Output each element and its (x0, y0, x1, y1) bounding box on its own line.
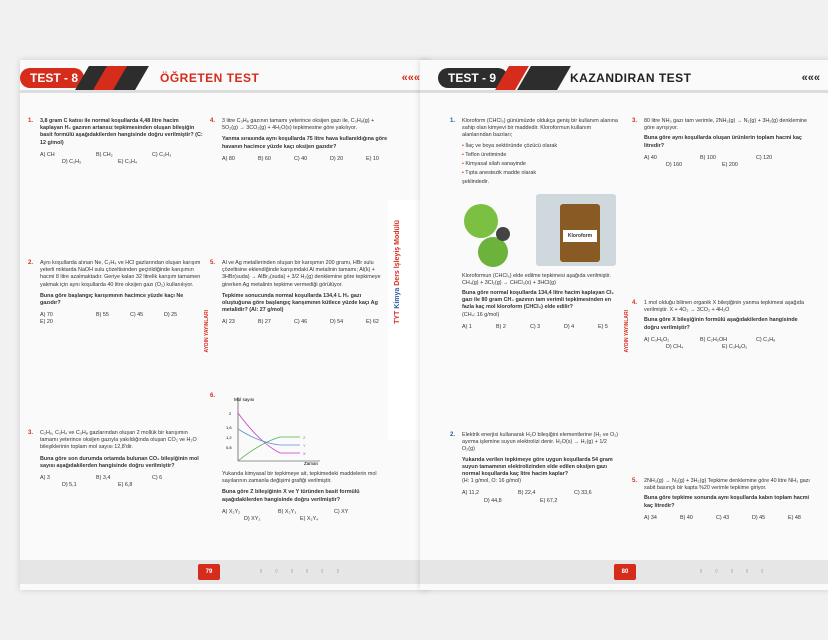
option-d[interactable]: D) 160 (666, 162, 683, 169)
page-title: KAZANDIRAN TEST (570, 71, 692, 85)
option-c[interactable]: C) 6 (152, 475, 163, 482)
option-e[interactable]: E) 200 (722, 162, 738, 169)
right-page (420, 60, 828, 590)
option-d[interactable]: D) 20 (330, 155, 344, 162)
test-label: TEST - 9 (438, 68, 508, 88)
spine-text: AYDIN YAYINLARI (624, 310, 630, 353)
option-d[interactable]: D) 4 (564, 323, 575, 330)
option-c[interactable]: C) XY (334, 508, 349, 515)
answer-options (462, 324, 620, 331)
question-3: 3. C₂H₆, C₂H₄ ve C₃H₈ gazlarından oluşan 2 mollük bir karışımın tamamı yeterince oksijen gazıyla yakıldığında oluşan CO₂ ve H₂O bileşiklerinin toplam mol sayısı 12,8'dir. Buna göre son durumda ortamda bulunan CO₂ bileşiğinin mol sayısı aşağıdakilerden hangisinde doğru verilmiştir? A) 3 B) 3,4 C) 6 D) 5,1 E) 6,8 (28, 430, 203, 489)
option-a[interactable]: A) C₃H₆O₂ (644, 336, 670, 343)
answer-options (644, 337, 812, 351)
lab-photo: Kloroform (536, 194, 616, 266)
option-e[interactable]: E) 10 (366, 155, 379, 162)
svg-text:1,6: 1,6 (226, 425, 232, 430)
mol-time-graph (220, 393, 330, 468)
question-4: 4. 3 litre C₃H₈ gazının tamamı yeterince oksijen gazı ile, C₃H₈(g) + 5O₂(g) → 3CO₂(g) + 4H₂O(s) tepkimesine göre yakılıyor. Yanma sırasında aynı koşullarda 75 litre hava kullanıldığına göre havanın hacimce yüzde kaçı oksijen gazıdır? A) 80 B) 60 C) 40 D) 20 E) 10 (210, 118, 390, 163)
question-2: 2. Elektrik enerjisi kullanarak H₂O bileşiğini elementlerine (H₂ ve O₂) ayırma işlemine suyun elektrolizi denir. H₂O(s) → H₂(g) + 1/2 O₂(g) Yukarıda verilen tepkimeye göre uygun koşullarda 54 gram suyun tamamının elektrolizinden elde edilen oksijen gazı normal koşullarda kaç litre hacim kaplar? (H: 1 g/mol, O: 16 g/mol) A) 11,2 B) 22,4 C) 33,6 D) 44,8 E) 67,2 (450, 432, 619, 504)
answer-options (462, 490, 620, 504)
option-e[interactable]: E) 6,8 (118, 482, 133, 489)
option-c[interactable]: C) C₂H₃ (152, 151, 172, 158)
page-number: 79 (198, 564, 220, 580)
arrows-icon: ««« (801, 72, 820, 84)
option-a[interactable]: A) 23 (222, 319, 235, 326)
option-a[interactable]: A) 1 (462, 323, 472, 330)
page-number: 80 (614, 564, 636, 580)
option-c[interactable]: C) 40 (294, 155, 308, 162)
question-5: 5. 2NH₃(g) → N₂(g) + 3H₂(g) Tepkime denklemine göre 40 litre NH₃ gazı sabit basınçlı bir kapta %20 verimle tepkime giriyor. Buna göre tepkime sonunda aynı koşullarda kabın toplam hacmi kaç litredir? A) 34 B) 40 C) 43 D) 45 E) 48 (632, 478, 812, 522)
header-rule (420, 90, 828, 93)
option-b[interactable]: B) 100 (700, 154, 716, 161)
option-c[interactable]: C) 45 (130, 312, 144, 319)
answer-options (222, 319, 390, 326)
answer-options (222, 156, 390, 163)
option-b[interactable]: B) X₂Y₃ (278, 508, 297, 515)
option-d[interactable]: D) 54 (330, 319, 344, 326)
test-label: TEST - 8 (20, 68, 84, 88)
svg-text:0,8: 0,8 (226, 445, 232, 450)
svg-text:1,2: 1,2 (226, 435, 232, 440)
option-d[interactable]: D) 5,1 (62, 482, 77, 489)
spine-text: AYDIN YAYINLARI (204, 310, 210, 353)
option-e[interactable]: E) 20 (40, 319, 53, 326)
option-c[interactable]: C) 3 (530, 323, 541, 330)
gutter-label-left: TYT Kimya Ders İşleyiş Modülü (394, 220, 401, 324)
option-a[interactable]: A) 70 (40, 312, 53, 319)
option-b[interactable]: B) CH₂ (96, 151, 113, 158)
option-c[interactable]: C) 33,6 (574, 490, 592, 497)
left-page (20, 60, 430, 590)
svg-text:Z: Z (303, 435, 306, 440)
option-e[interactable]: E) 5 (598, 323, 608, 330)
question-4: 4. 1 mol olduğu bilinen organik X bileşiğinin yanma tepkimesi aşağıda verilmiştir. X + 4O₂ → 3CO₂ + 4H₂O Buna göre X bileşiğinin formülü aşağıdakilerden hangisinde doğru verilmiştir? A) C₃H₆O₂ B) C₂H₅OH C) C₃H₈ D) CH₄ E) C₃H₈O₂ (632, 300, 812, 351)
y-axis-label: Mol sayısı (234, 397, 255, 402)
option-b[interactable]: B) 40 (680, 514, 693, 521)
x-axis-label: Zaman (304, 461, 319, 466)
answer-options (40, 152, 203, 166)
question-1: 1. Kloroform (CHCl₃) günümüzde oldukça geniş bir kullanım alanına sahip olan kimyevi bir maddedir. Kloroformun kullanım alanlarından bazıları; • İlaç ve boya sektöründe çözücü olarak • Teflon üretiminde • Kimyasal silah sanayinde • Tıpta anestezik madde olarak şeklindedir. Kloroform Kloroformun (CHCl₃) elde edilme tepkimesi aşağıda verilmiştir. CH₄(g) + 3Cl₂(g) → CHCl₃(s) + 3HCl(g) Buna göre normal koşullarda 134,4 litre hacim kaplayan Cl₂ gazı ile 80 gram CH₄ gazının tam verimli tepkimesinden en fazla kaç mol kloroform (CHCl₃) elde edilir? (CH₄: 16 g/mol) A) 1 B) 2 C) 3 D) 4 E) 5 (450, 118, 620, 331)
option-a[interactable]: A) 40 (644, 154, 657, 161)
answer-options (644, 515, 812, 522)
svg-text:2: 2 (229, 411, 232, 416)
question-5: 5. Al ve Ag metallerinden oluşan bir karışımın 200 gramı, HBr sulu çözeltisine eklendiğinde karışımdaki Al metalinin tamamı; Al(k) + 3HBr(suda) → AlBr₃(suda) + 3/2 H₂(g) denklemine göre tepkimeye girerken Ag metalinin tepkime vermediği görülüyor. Tepkime sonucunda normal koşullarda 134,4 L H₂ gazı oluştuğuna göre başlangıç karışımının kütlece yüzde kaçı Ag metalidir? (Al: 27 g/mol) A) 23 B) 27 C) 46 D) 54 E) 62 (210, 260, 390, 327)
question-6: 6. Mol sayısı Zaman 2 1,6 1,2 0,8 Z Y X Yukarıda kimyasal bir tepkimeye ait, tepkimedeki maddelerin mol sayılarının zamanla değişimi grafiği verilmiştir. Buna göre Z bileşiğinin X ve Y türünden basit formülü aşağıdakilerden hangisinde doğru verilmiştir? A) X₂Y₂ B) X₂Y₃ C) XY D) XY₂ E) X₂Y₄ (210, 393, 390, 523)
option-a[interactable]: A) CH (40, 151, 55, 158)
arrows-icon: ««« (401, 72, 420, 84)
option-c[interactable]: C) 120 (756, 154, 773, 161)
option-a[interactable]: A) X₂Y₂ (222, 508, 241, 515)
option-b[interactable]: B) 22,4 (518, 490, 536, 497)
page-title: ÖĞRETEN TEST (160, 71, 260, 85)
option-d[interactable]: D) XY₂ (244, 516, 261, 523)
option-d[interactable]: D) CH₄ (666, 344, 684, 351)
option-e[interactable]: E) C₃H₄ (118, 159, 138, 166)
option-e[interactable]: E) C₃H₈O₂ (722, 344, 748, 351)
svg-text:X: X (303, 451, 306, 456)
question-3: 3. 80 litre NH₃ gazı tam verimle, 2NH₃(g) → N₂(g) + 3H₂(g) denklemine göre ayrışıyor. Buna göre aynı koşullarda oluşan ürünlerin toplam hacmi kaç litredir? A) 40 B) 100 C) 120 D) 160 E) 200 (632, 118, 812, 169)
header-rule (20, 90, 430, 93)
page-footer (420, 560, 828, 584)
right-header (420, 68, 828, 88)
option-d[interactable]: D) 25 (164, 312, 178, 319)
option-c[interactable]: C) 43 (716, 514, 730, 521)
option-e[interactable]: E) 62 (366, 319, 379, 326)
answer-options (644, 155, 812, 169)
option-a[interactable]: A) 80 (222, 155, 235, 162)
option-e[interactable]: E) 48 (788, 514, 801, 521)
answer-options (222, 509, 390, 523)
answer-options (40, 475, 203, 489)
answer-options (40, 312, 203, 326)
answer-dots: ▯ ▯ ▯ ▯ ▯ (700, 568, 770, 573)
option-a[interactable]: A) 34 (644, 514, 657, 521)
option-b[interactable]: B) 2 (496, 323, 506, 330)
question-1: 1. 3,8 gram C katısı ile normal koşullarda 4,48 litre hacim kaplayan H₂ gazının artansız tepkimesinden oluşan bileşiğin basit formülü aşağıdakilerden hangisinde doğru verilmiştir? (C: 12 g/mol) A) CH B) CH₂ C) C₂H₃ D) C₂H₅ E) C₃H₄ (28, 118, 203, 166)
option-b[interactable]: B) 60 (258, 155, 271, 162)
option-c[interactable]: C) C₃H₈ (756, 336, 776, 343)
page-footer (20, 560, 430, 584)
option-b[interactable]: B) C₂H₅OH (700, 336, 728, 343)
question-2: 2. Aynı koşullarda alınan Ne, C₃H₄ ve HCl gazlarından oluşan karışım yeterli miktarda NaOH sulu çözeltisinden geçirildiğinde karışımın hacmi 8 litre azalmaktadır. Geriye kalan 32 litrelik karışım tamamen yakmak için aynı koşullarda 40 litre oksijen gazı (O₂) kullanılıyor. Buna göre başlangıç karışımının hacimce yüzde kaçı Ne gazıdır? A) 70 B) 55 C) 45 D) 25 E) 20 (28, 260, 203, 327)
option-b[interactable]: B) 55 (96, 312, 109, 319)
left-header (20, 68, 430, 88)
chloroform-illustration (462, 189, 620, 269)
option-c[interactable]: C) 46 (294, 319, 308, 326)
option-a[interactable]: A) 11,2 (462, 490, 479, 497)
option-a[interactable]: A) 3 (40, 475, 50, 482)
option-b[interactable]: B) 3,4 (96, 475, 111, 482)
option-d[interactable]: D) C₂H₅ (62, 159, 82, 166)
option-d[interactable]: D) 45 (752, 514, 766, 521)
option-e[interactable]: E) X₂Y₄ (300, 516, 319, 523)
molecule-icon (464, 204, 498, 238)
answer-dots: ▯ ▯ ▯ ▯ ▯ ▯ (260, 568, 345, 573)
svg-text:Y: Y (303, 443, 306, 448)
option-d[interactable]: D) 44,8 (484, 497, 502, 504)
option-b[interactable]: B) 27 (258, 319, 271, 326)
option-e[interactable]: E) 67,2 (540, 497, 558, 504)
